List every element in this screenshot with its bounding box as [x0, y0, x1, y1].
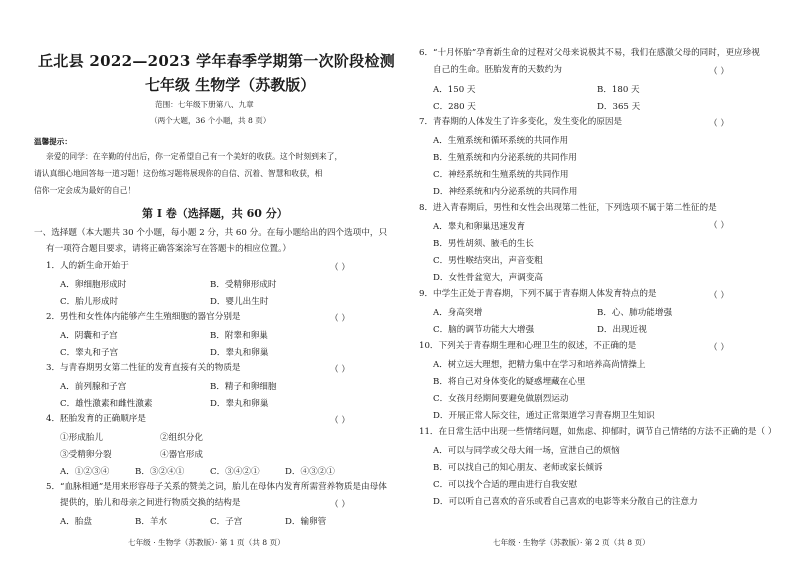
page-footer: 七年级 · 生物学（苏教版）· 第 1 页（共 8 页）: [128, 538, 285, 547]
option: D．婴儿出生时: [210, 297, 269, 307]
option: D．睾丸和卵巢: [210, 348, 269, 358]
question-4: 4．胚胎发育的正确顺序是: [46, 414, 146, 424]
page-footer: 七年级 · 生物学（苏教版）· 第 2 页（共 8 页）: [493, 538, 650, 547]
statement-item: ①形成胎儿: [60, 433, 103, 443]
option: C．胎儿形成时: [60, 297, 119, 307]
option: A．阴囊和子宫: [60, 331, 118, 341]
question-5-cont: 提供的，胎儿和母亲之间进行物质交换的结构是: [60, 498, 241, 508]
option: A．树立远大理想，把精力集中在学习和培养高尚情操上: [433, 360, 646, 370]
option: B．精子和卵细胞: [210, 382, 277, 392]
answer-blank: （ ）: [709, 119, 729, 129]
option: B．附睾和卵巢: [210, 331, 268, 341]
answer-blank: （ ）: [330, 416, 350, 426]
tips-line: 请认真细心地回答每一道习题！这份练习题将展现你的自信、沉着、智慧和收获，相: [34, 169, 323, 178]
question-9: 9．中学生正处于青春期，下列不属于青春期人体发育特点的是: [419, 289, 657, 299]
question-6: 6．“十月怀胎”孕育新生命的过程对父母来说极其不易，我们在感激父母的同时，更应珍视: [419, 48, 760, 58]
statement-item: ③受精卵分裂: [60, 450, 112, 460]
question-5: 5．“血脉相通”是用来形容母子关系的赞美之词，胎儿在母体内发育所需营养物质是由母体: [46, 482, 387, 492]
exam-scope: 范围：七年级下册第八、九章: [155, 100, 254, 109]
option: C．神经系统和生殖系统的共同作用: [433, 170, 569, 180]
option: D．输卵管: [285, 517, 327, 527]
statement-item: ④器官形成: [160, 450, 203, 460]
exam-page-2: [397, 0, 794, 561]
answer-blank: （ ）: [709, 221, 729, 231]
option: A．胎盘: [60, 517, 92, 527]
statement-item: ②组织分化: [160, 433, 203, 443]
option: D．女性骨盆宽大，声调变高: [433, 273, 544, 283]
option: A．睾丸和卵巢迅速发育: [433, 222, 526, 232]
option: C．脑的调节功能大大增强: [433, 325, 535, 335]
question-10: 10．下列关于青春期生理和心理卫生的叙述，不正确的是: [419, 341, 637, 351]
option: C．男性喉结突出，声音变粗: [433, 256, 543, 266]
instructions-line: 一、选择题（本大题共 30 个小题，每小题 2 分，共 60 分。在每小题给出的四个选项中，只: [34, 228, 388, 238]
exam-title: 丘北县 2022—2023 学年春季学期第一次阶段检测: [38, 52, 396, 70]
instructions-line: 有一项符合题目要求，请将正确答案涂写在答题卡的相应位置。）: [46, 244, 291, 254]
option: A．①②③④: [60, 467, 110, 477]
exam-subtitle: 七年级 生物学（苏教版）: [145, 76, 316, 94]
answer-blank: （ ）: [330, 314, 350, 324]
option: D．可以听自己喜欢的音乐或看自己喜欢的电影等来分散自己的注意力: [433, 497, 698, 507]
answer-blank: （ ）: [709, 291, 729, 301]
option: D．出现近视: [597, 325, 647, 335]
option: D．神经系统和内分泌系统的共同作用: [433, 187, 578, 197]
option: D．④③②①: [285, 467, 335, 477]
option: A．前列腺和子宫: [60, 382, 127, 392]
answer-blank: （ ）: [330, 263, 350, 273]
option: C．睾丸和子宫: [60, 348, 119, 358]
option: D．睾丸和卵巢: [210, 399, 269, 409]
option: D．开展正常人际交往，通过正常渠道学习青春期卫生知识: [433, 411, 655, 421]
option: B．受精卵形成时: [210, 280, 277, 290]
option: C．雄性激素和雌性激素: [60, 399, 153, 409]
option: B．可以找自己的知心朋友、老师或家长倾诉: [433, 463, 603, 473]
option: A．卵细胞形成时: [60, 280, 127, 290]
question-8: 8．进入青春期后，男性和女性会出现第二性征，下列选项不属于第二性征的是: [419, 203, 717, 213]
option: A．150 天: [433, 85, 476, 95]
option: C．280 天: [433, 102, 476, 112]
option: C．③④②①: [210, 467, 260, 477]
option: B．③②④①: [135, 467, 185, 477]
answer-blank: （ ）: [709, 343, 729, 353]
tips-line: 信你一定会成为最好的自己！: [34, 186, 136, 195]
exam-structure: （两个大题，36 个小题，共 8 页）: [150, 116, 271, 125]
answer-blank: （ ）: [330, 365, 350, 375]
option: B．心、肺功能增强: [597, 308, 673, 318]
option: B．生殖系统和内分泌系统的共同作用: [433, 153, 577, 163]
question-2: 2．男性和女性体内能够产生生殖细胞的器官分别是: [46, 312, 241, 322]
option: C．女孩月经期间要避免做剧烈运动: [433, 394, 569, 404]
option: B．180 天: [597, 85, 640, 95]
section-title: 第 Ⅰ 卷（选择题，共 60 分）: [142, 207, 288, 220]
question-3: 3．与青春期男女第二性征的发育直接有关的物质是: [46, 363, 241, 373]
option: C．子宫: [210, 517, 243, 527]
option: A．生殖系统和循环系统的共同作用: [433, 136, 569, 146]
question-1: 1．人的新生命开始于: [46, 261, 129, 271]
answer-blank: （ ）: [709, 67, 729, 77]
option: A．可以与同学或父母大闹一场，宣泄自己的烦恼: [433, 446, 620, 456]
option: B．将自己对身体变化的疑惑埋藏在心里: [433, 377, 586, 387]
tips-line: 亲爱的同学：在辛勤的付出后，你一定希望自己有一个美好的收获。这个时刻到来了，: [46, 152, 343, 161]
tips-heading: 温馨提示：: [34, 137, 72, 146]
option: D．365 天: [597, 102, 641, 112]
question-6-cont: 自己的生命。胚胎发育的天数约为: [433, 65, 562, 75]
option: B．男性胡须、腋毛的生长: [433, 239, 534, 249]
option: A．身高突增: [433, 308, 483, 318]
answer-blank: （ ）: [330, 500, 350, 510]
option: B．羊水: [135, 517, 168, 527]
question-11: 11．在日常生活中出现一些情绪问题，如焦虑、抑郁时，调节自己情绪的方法不正确的是（ ）: [419, 427, 777, 437]
question-7: 7．青春期的人体发生了许多变化，发生变化的原因是: [419, 117, 623, 127]
option: C．可以找个合适的理由进行自我安慰: [433, 480, 578, 490]
